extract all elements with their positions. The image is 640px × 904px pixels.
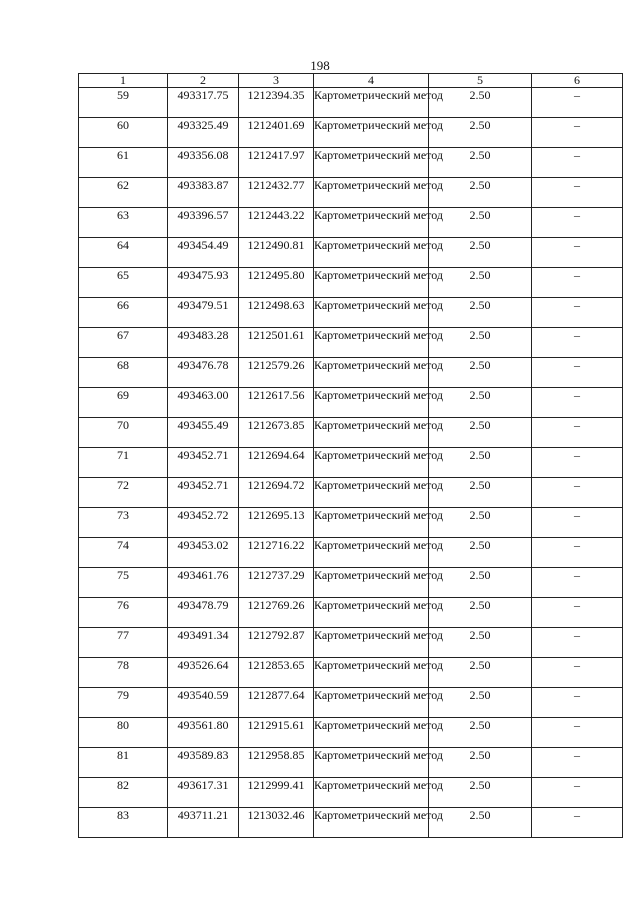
x-coordinate-cell: 493540.59 [168,688,239,718]
x-coordinate-cell: 493479.51 [168,298,239,328]
method-cell: Картометрический метод [314,328,429,358]
method-cell: Картометрический метод [314,268,429,298]
table-row [79,568,623,598]
x-coordinate-cell: 493526.64 [168,658,239,688]
point-number-cell: 63 [79,208,168,238]
y-coordinate-cell: 1212915.61 [239,718,314,748]
note-cell: – [532,88,623,118]
y-coordinate-cell: 1212417.97 [239,148,314,178]
y-coordinate-cell: 1212490.81 [239,238,314,268]
x-coordinate-cell: 493491.34 [168,628,239,658]
method-cell: Картометрический метод [314,448,429,478]
accuracy-cell: 2.50 [429,238,532,268]
accuracy-cell: 2.50 [429,718,532,748]
table-row [79,208,623,238]
note-cell: – [532,748,623,778]
column-header: 1 [79,74,168,88]
table-row [79,88,623,118]
table-header-row [79,74,623,88]
table-row [79,808,623,838]
coordinates-table [78,73,623,838]
x-coordinate-cell: 493617.31 [168,778,239,808]
y-coordinate-cell: 1212673.85 [239,418,314,448]
x-coordinate-cell: 493455.49 [168,418,239,448]
accuracy-cell: 2.50 [429,358,532,388]
point-number-cell: 78 [79,658,168,688]
note-cell: – [532,178,623,208]
y-coordinate-cell: 1212792.87 [239,628,314,658]
x-coordinate-cell: 493589.83 [168,748,239,778]
y-coordinate-cell: 1212716.22 [239,538,314,568]
note-cell: – [532,568,623,598]
accuracy-cell: 2.50 [429,778,532,808]
table-row [79,778,623,808]
accuracy-cell: 2.50 [429,748,532,778]
table-row [79,448,623,478]
accuracy-cell: 2.50 [429,568,532,598]
point-number-cell: 76 [79,598,168,628]
method-cell: Картометрический метод [314,208,429,238]
table-row [79,478,623,508]
accuracy-cell: 2.50 [429,538,532,568]
y-coordinate-cell: 1212958.85 [239,748,314,778]
accuracy-cell: 2.50 [429,328,532,358]
accuracy-cell: 2.50 [429,688,532,718]
y-coordinate-cell: 1212498.63 [239,298,314,328]
y-coordinate-cell: 1212443.22 [239,208,314,238]
note-cell: – [532,208,623,238]
y-coordinate-cell: 1212501.61 [239,328,314,358]
table-row [79,148,623,178]
note-cell: – [532,238,623,268]
point-number-cell: 81 [79,748,168,778]
y-coordinate-cell: 1212853.65 [239,658,314,688]
point-number-cell: 69 [79,388,168,418]
point-number-cell: 71 [79,448,168,478]
method-cell: Картометрический метод [314,178,429,208]
point-number-cell: 83 [79,808,168,838]
note-cell: – [532,148,623,178]
note-cell: – [532,298,623,328]
point-number-cell: 62 [79,178,168,208]
x-coordinate-cell: 493452.71 [168,448,239,478]
x-coordinate-cell: 493452.72 [168,508,239,538]
note-cell: – [532,508,623,538]
x-coordinate-cell: 493317.75 [168,88,239,118]
x-coordinate-cell: 493452.71 [168,478,239,508]
note-cell: – [532,328,623,358]
method-cell: Картометрический метод [314,778,429,808]
note-cell: – [532,268,623,298]
table-row [79,628,623,658]
method-cell: Картометрический метод [314,148,429,178]
note-cell: – [532,448,623,478]
method-cell: Картометрический метод [314,118,429,148]
point-number-cell: 61 [79,148,168,178]
method-cell: Картометрический метод [314,658,429,688]
y-coordinate-cell: 1212394.35 [239,88,314,118]
table-row [79,328,623,358]
note-cell: – [532,118,623,148]
method-cell: Картометрический метод [314,358,429,388]
method-cell: Картометрический метод [314,478,429,508]
note-cell: – [532,628,623,658]
point-number-cell: 68 [79,358,168,388]
x-coordinate-cell: 493483.28 [168,328,239,358]
accuracy-cell: 2.50 [429,148,532,178]
table-row [79,718,623,748]
x-coordinate-cell: 493454.49 [168,238,239,268]
note-cell: – [532,388,623,418]
x-coordinate-cell: 493478.79 [168,598,239,628]
y-coordinate-cell: 1212695.13 [239,508,314,538]
note-cell: – [532,658,623,688]
point-number-cell: 74 [79,538,168,568]
accuracy-cell: 2.50 [429,478,532,508]
point-number-cell: 60 [79,118,168,148]
column-header: 6 [532,74,623,88]
point-number-cell: 59 [79,88,168,118]
y-coordinate-cell: 1212432.77 [239,178,314,208]
y-coordinate-cell: 1212617.56 [239,388,314,418]
y-coordinate-cell: 1212579.26 [239,358,314,388]
point-number-cell: 75 [79,568,168,598]
point-number-cell: 82 [79,778,168,808]
x-coordinate-cell: 493461.76 [168,568,239,598]
method-cell: Картометрический метод [314,688,429,718]
table-row [79,748,623,778]
accuracy-cell: 2.50 [429,508,532,538]
y-coordinate-cell: 1212877.64 [239,688,314,718]
table-row [79,688,623,718]
note-cell: – [532,478,623,508]
note-cell: – [532,358,623,388]
y-coordinate-cell: 1213032.46 [239,808,314,838]
accuracy-cell: 2.50 [429,418,532,448]
method-cell: Картометрический метод [314,748,429,778]
y-coordinate-cell: 1212999.41 [239,778,314,808]
table-row [79,658,623,688]
y-coordinate-cell: 1212495.80 [239,268,314,298]
x-coordinate-cell: 493561.80 [168,718,239,748]
x-coordinate-cell: 493453.02 [168,538,239,568]
x-coordinate-cell: 493325.49 [168,118,239,148]
method-cell: Картометрический метод [314,628,429,658]
point-number-cell: 67 [79,328,168,358]
x-coordinate-cell: 493711.21 [168,808,239,838]
point-number-cell: 66 [79,298,168,328]
method-cell: Картометрический метод [314,508,429,538]
table-row [79,538,623,568]
accuracy-cell: 2.50 [429,268,532,298]
table-row [79,358,623,388]
method-cell: Картометрический метод [314,808,429,838]
table-row [79,418,623,448]
point-number-cell: 77 [79,628,168,658]
y-coordinate-cell: 1212769.26 [239,598,314,628]
accuracy-cell: 2.50 [429,88,532,118]
accuracy-cell: 2.50 [429,388,532,418]
point-number-cell: 64 [79,238,168,268]
accuracy-cell: 2.50 [429,298,532,328]
column-header: 5 [429,74,532,88]
note-cell: – [532,718,623,748]
accuracy-cell: 2.50 [429,448,532,478]
method-cell: Картометрический метод [314,598,429,628]
note-cell: – [532,598,623,628]
page-number: 198 [310,58,330,73]
point-number-cell: 80 [79,718,168,748]
table-body [79,74,623,838]
table-row [79,268,623,298]
x-coordinate-cell: 493356.08 [168,148,239,178]
table-row [79,508,623,538]
table-row [79,388,623,418]
accuracy-cell: 2.50 [429,178,532,208]
x-coordinate-cell: 493383.87 [168,178,239,208]
method-cell: Картометрический метод [314,388,429,418]
column-header: 4 [314,74,429,88]
x-coordinate-cell: 493476.78 [168,358,239,388]
method-cell: Картометрический метод [314,538,429,568]
accuracy-cell: 2.50 [429,658,532,688]
method-cell: Картометрический метод [314,418,429,448]
point-number-cell: 65 [79,268,168,298]
y-coordinate-cell: 1212737.29 [239,568,314,598]
accuracy-cell: 2.50 [429,808,532,838]
x-coordinate-cell: 493396.57 [168,208,239,238]
note-cell: – [532,418,623,448]
point-number-cell: 72 [79,478,168,508]
point-number-cell: 73 [79,508,168,538]
x-coordinate-cell: 493463.00 [168,388,239,418]
method-cell: Картометрический метод [314,88,429,118]
method-cell: Картометрический метод [314,298,429,328]
x-coordinate-cell: 493475.93 [168,268,239,298]
y-coordinate-cell: 1212401.69 [239,118,314,148]
method-cell: Картометрический метод [314,718,429,748]
note-cell: – [532,778,623,808]
y-coordinate-cell: 1212694.64 [239,448,314,478]
table-row [79,598,623,628]
point-number-cell: 79 [79,688,168,718]
table-row [79,298,623,328]
point-number-cell: 70 [79,418,168,448]
note-cell: – [532,688,623,718]
column-header: 2 [168,74,239,88]
accuracy-cell: 2.50 [429,598,532,628]
accuracy-cell: 2.50 [429,628,532,658]
note-cell: – [532,808,623,838]
table-row [79,178,623,208]
method-cell: Картометрический метод [314,568,429,598]
table-row [79,238,623,268]
method-cell: Картометрический метод [314,238,429,268]
y-coordinate-cell: 1212694.72 [239,478,314,508]
accuracy-cell: 2.50 [429,118,532,148]
column-header: 3 [239,74,314,88]
accuracy-cell: 2.50 [429,208,532,238]
table-row [79,118,623,148]
note-cell: – [532,538,623,568]
